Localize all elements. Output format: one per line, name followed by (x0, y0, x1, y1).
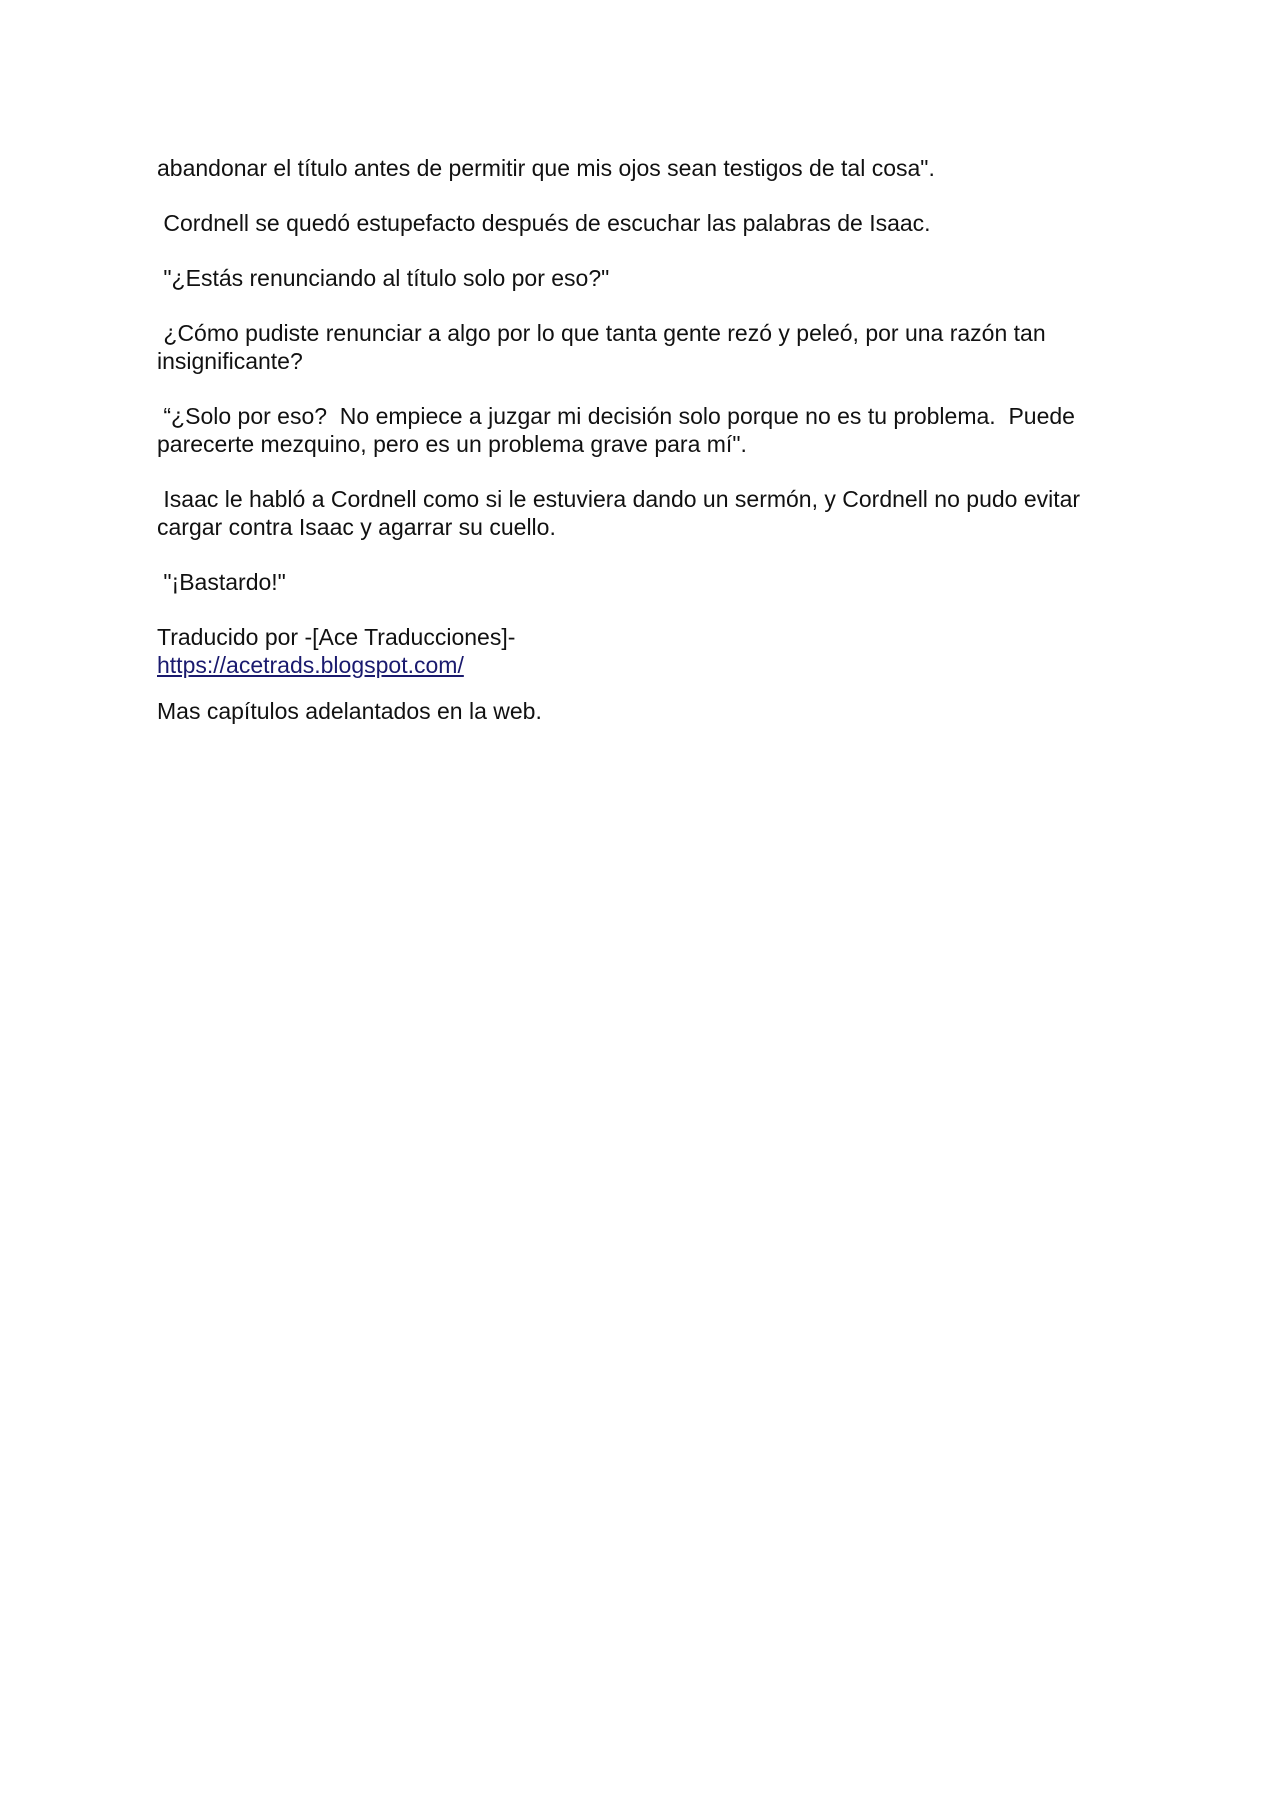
paragraph-6: Isaac le habló a Cordnell como si le estuviera dando un sermón, y Cordnell no pudo evitar cargar contra Isaac y agarrar su cuello. (157, 486, 1087, 540)
advance-chapters-note: Mas capítulos adelantados en la web. (157, 698, 542, 724)
translator-credit-text: Traducido por -[Ace Traducciones]- (157, 624, 516, 650)
paragraph-3: "¿Estás renunciando al título solo por eso?" (157, 265, 610, 291)
paragraph-1: abandonar el título antes de permitir que mis ojos sean testigos de tal cosa". (157, 155, 935, 181)
paragraph-4: ¿Cómo pudiste renunciar a algo por lo que tanta gente rezó y peleó, por una razón tan insignificante? (157, 320, 1053, 374)
paragraph-7: "¡Bastardo!" (157, 569, 286, 595)
paragraph-2: Cordnell se quedó estupefacto después de escuchar las palabras de Isaac. (157, 210, 931, 236)
document-body (157, 154, 1137, 725)
translation-credit (157, 623, 1137, 725)
paragraph-5: “¿Solo por eso? No empiece a juzgar mi decisión solo porque no es tu problema. Puede parecerte mezquino, pero es un problema grave para mí". (157, 403, 1082, 457)
translator-website-link[interactable]: https://acetrads.blogspot.com/ (157, 652, 464, 678)
